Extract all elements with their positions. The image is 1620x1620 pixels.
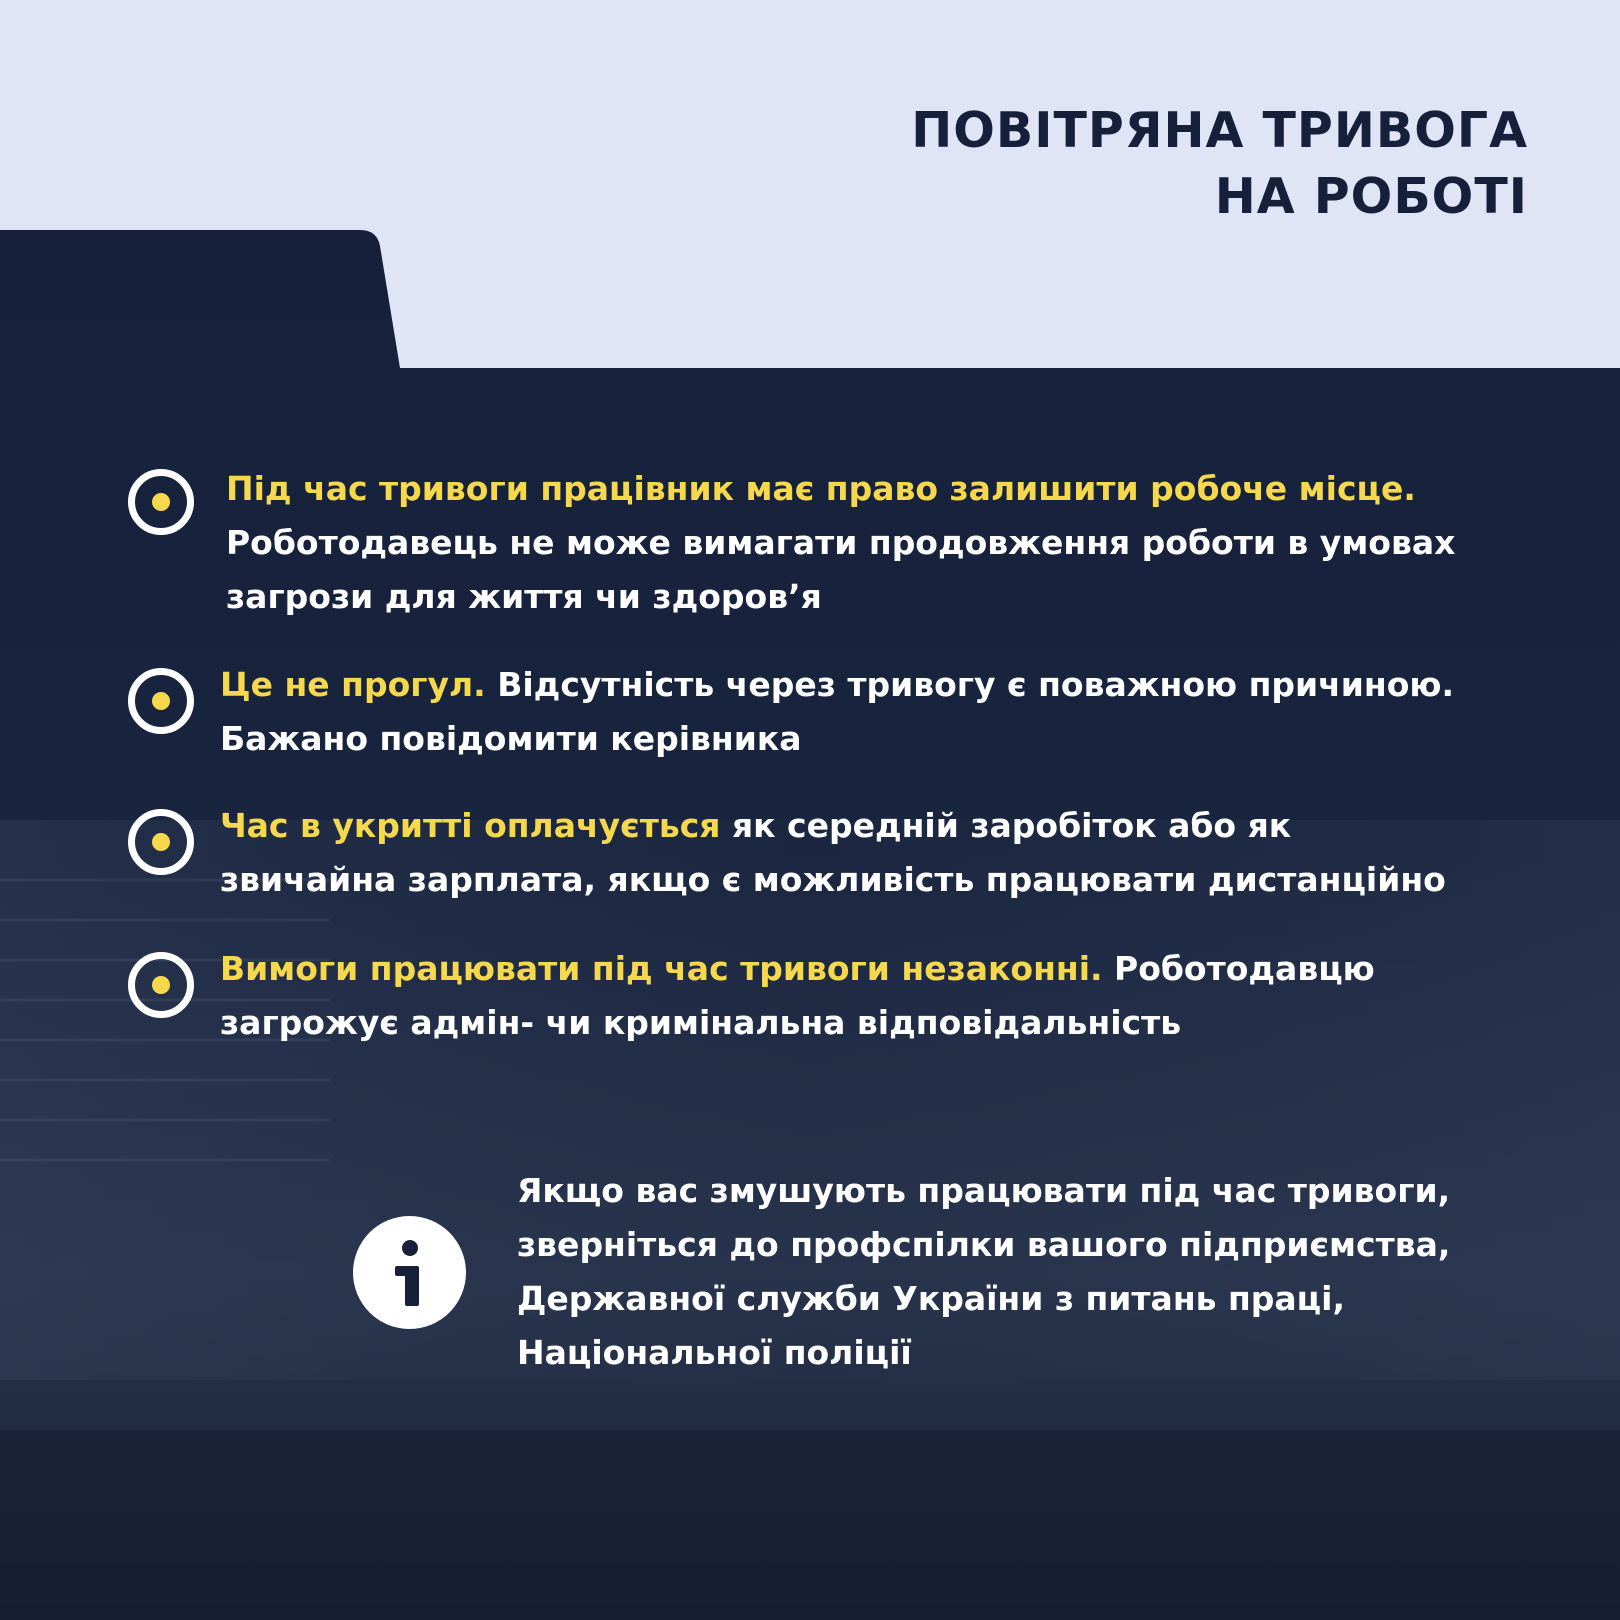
info-icon: [353, 1216, 466, 1329]
bullet-icon: [128, 668, 194, 734]
info-line: Якщо вас змушують працювати під час тривоги,: [517, 1171, 1451, 1210]
list-item-text: [220, 658, 1454, 766]
page-title: [911, 98, 1528, 230]
list-item-highlight: Вимоги працювати під час тривоги незаконні.: [220, 949, 1103, 988]
title-line-1: ПОВІТРЯНА ТРИВОГА: [911, 102, 1528, 159]
bullet-icon: [128, 469, 194, 535]
info-text: [517, 1164, 1450, 1380]
list-item-highlight: Це не прогул.: [220, 665, 486, 704]
info-line: Національної поліції: [517, 1333, 912, 1372]
bullet-icon: [128, 952, 194, 1018]
list-item-line: загрожує адмін- чи кримінальна відповідальність: [220, 1003, 1182, 1042]
list-item-line: як середній заробіток або як: [720, 806, 1292, 845]
info-line: Державної служби України з питань праці,: [517, 1279, 1345, 1318]
list-item-highlight: Під час тривоги працівник має право залишити робоче місце.: [226, 469, 1416, 508]
list-item-highlight: Час в укритті оплачується: [220, 806, 721, 845]
title-line-2: НА РОБОТІ: [1214, 168, 1528, 225]
list-item-text: [226, 462, 1455, 624]
list-item-line: Роботодавець не може вимагати продовження роботи в умовах: [226, 523, 1456, 562]
list-item-line: загрози для життя чи здоров’я: [226, 577, 822, 616]
list-item-line: звичайна зарплата, якщо є можливість працювати дистанційно: [220, 860, 1446, 899]
list-item-text: [220, 942, 1375, 1050]
list-item-line: Бажано повідомити керівника: [220, 719, 802, 758]
list-item-line: Роботодавцю: [1102, 949, 1375, 988]
info-line: зверніться до профспілки вашого підприємства,: [517, 1225, 1451, 1264]
list-item-text: [220, 799, 1446, 907]
bullet-icon: [128, 809, 194, 875]
list-item-line: Відсутність через тривогу є поважною причиною.: [485, 665, 1455, 704]
